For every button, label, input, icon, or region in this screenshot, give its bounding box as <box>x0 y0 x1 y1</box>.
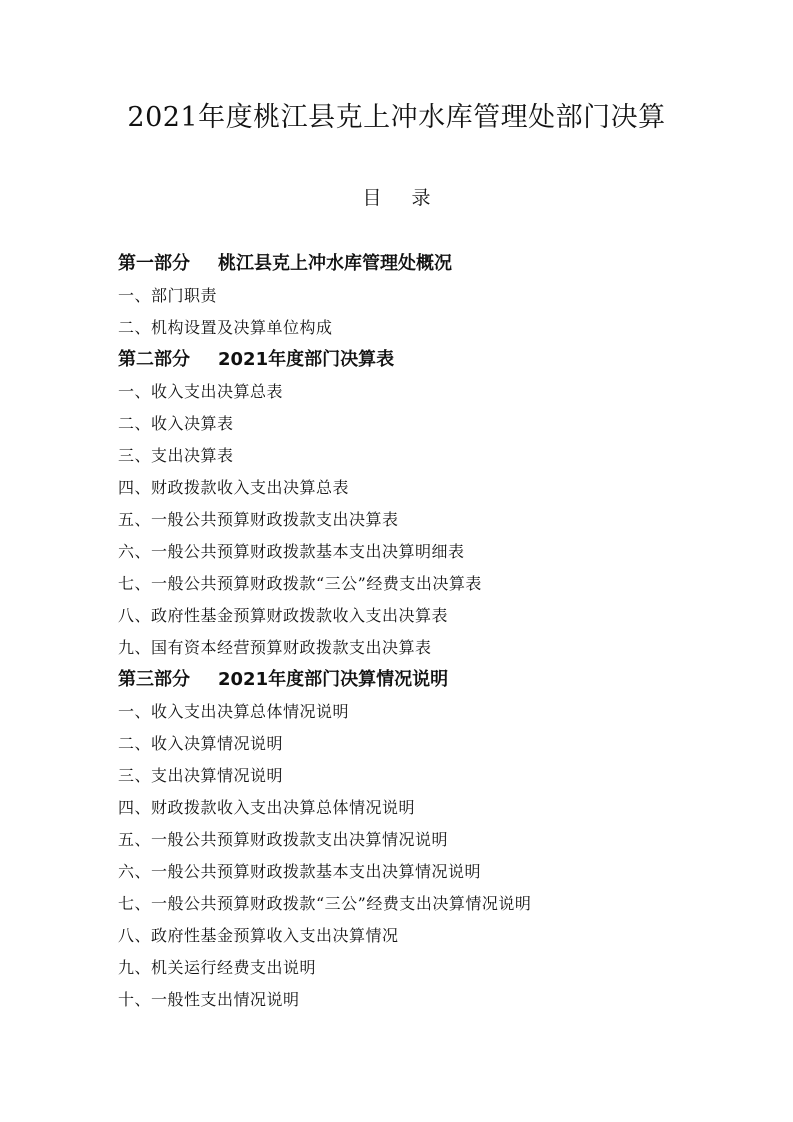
toc-item[interactable]: 七、一般公共预算财政拨款“三公”经费支出决算情况说明 <box>118 894 532 913</box>
toc-item[interactable]: 五、一般公共预算财政拨款支出决算情况说明 <box>118 830 449 849</box>
toc-item[interactable]: 二、收入决算表 <box>118 414 234 433</box>
toc-item[interactable]: 七、一般公共预算财政拨款“三公”经费支出决算表 <box>118 574 482 593</box>
toc-item[interactable]: 九、机关运行经费支出说明 <box>118 958 317 977</box>
toc-item[interactable]: 六、一般公共预算财政拨款基本支出决算明细表 <box>118 542 465 561</box>
toc-heading: 目 录 <box>362 187 443 209</box>
toc-item[interactable]: 九、国有资本经营预算财政拨款支出决算表 <box>118 638 432 657</box>
toc-item[interactable]: 五、一般公共预算财政拨款支出决算表 <box>118 510 399 529</box>
toc-item[interactable]: 八、政府性基金预算财政拨款收入支出决算表 <box>118 606 449 625</box>
toc-part-2-title: 2021年度部门决算表 <box>218 349 395 370</box>
table-of-contents <box>118 248 718 1016</box>
toc-item[interactable]: 六、一般公共预算财政拨款基本支出决算情况说明 <box>118 862 482 881</box>
toc-item[interactable]: 二、收入决算情况说明 <box>118 734 284 753</box>
toc-item[interactable]: 二、机构设置及决算单位构成 <box>118 318 333 337</box>
toc-item[interactable]: 一、部门职责 <box>118 286 218 305</box>
document-title: 2021年度桃江县克上冲水库管理处部门决算 <box>127 102 666 133</box>
toc-item[interactable]: 一、收入支出决算总表 <box>118 382 284 401</box>
toc-part-2[interactable] <box>118 344 718 376</box>
toc-item[interactable]: 三、支出决算表 <box>118 446 234 465</box>
toc-item[interactable]: 一、收入支出决算总体情况说明 <box>118 702 350 721</box>
toc-item[interactable]: 四、财政拨款收入支出决算总体情况说明 <box>118 798 416 817</box>
toc-part-3-title: 2021年度部门决算情况说明 <box>218 669 449 690</box>
toc-part-3[interactable] <box>118 664 718 696</box>
toc-item[interactable]: 八、政府性基金预算收入支出决算情况 <box>118 926 399 945</box>
toc-item[interactable]: 三、支出决算情况说明 <box>118 766 284 785</box>
toc-part-1[interactable] <box>118 248 718 280</box>
toc-part-1-title: 桃江县克上冲水库管理处概况 <box>218 253 452 274</box>
toc-item[interactable]: 四、财政拨款收入支出决算总表 <box>118 478 350 497</box>
toc-item[interactable]: 十、一般性支出情况说明 <box>118 990 300 1009</box>
toc-part-3-label: 第三部分 <box>118 669 190 690</box>
toc-part-2-label: 第二部分 <box>118 349 190 370</box>
toc-part-1-label: 第一部分 <box>118 253 190 274</box>
